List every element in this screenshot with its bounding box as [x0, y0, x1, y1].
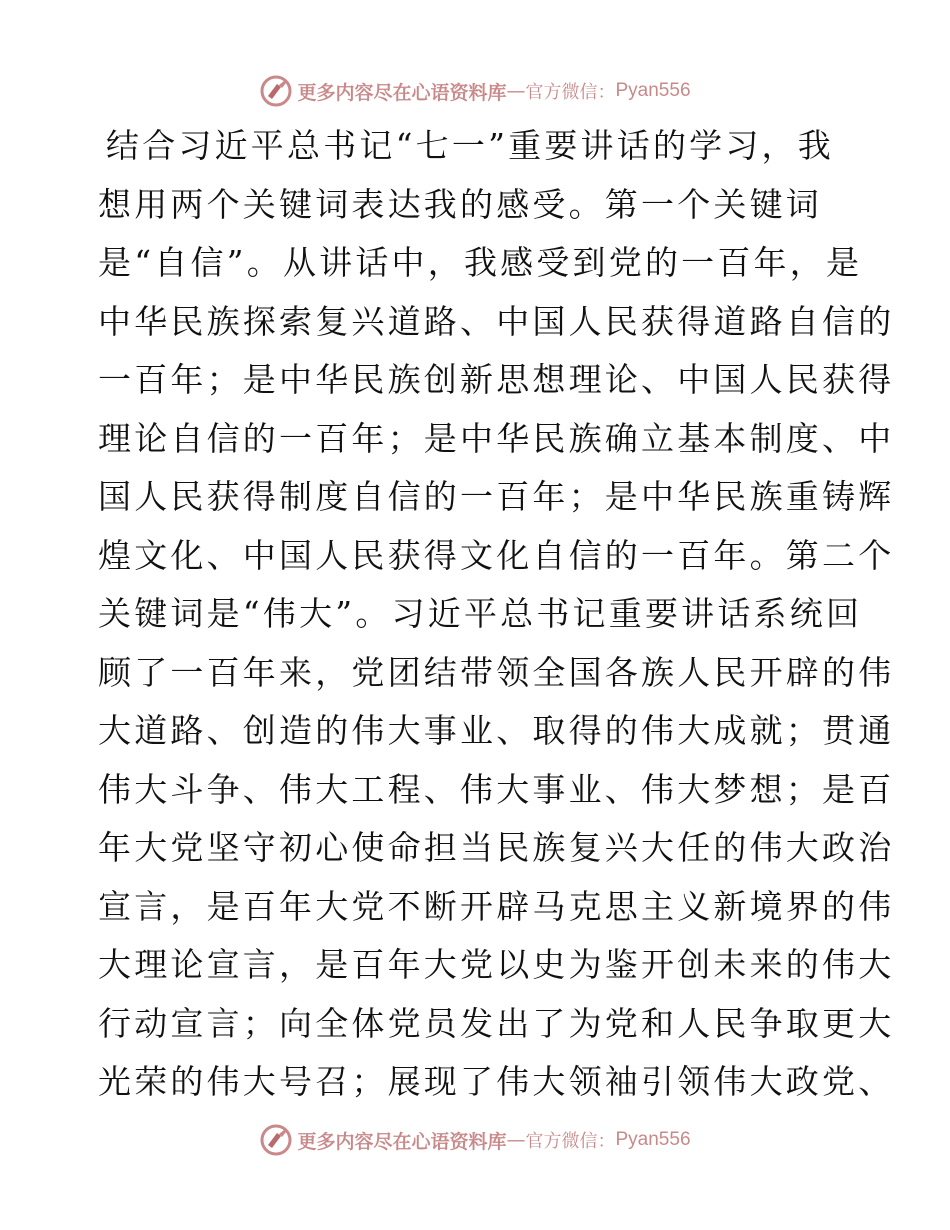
banner-dash: —	[506, 80, 526, 102]
body-line: 国人民获得制度自信的一百年；是中华民族重铸辉	[98, 477, 895, 516]
document-body	[98, 117, 895, 1112]
banner-wechat-label: 官方微信：	[525, 82, 616, 103]
body-line: 伟大斗争、伟大工程、伟大事业、伟大梦想；是百	[98, 769, 895, 809]
brand-logo-icon	[259, 74, 293, 108]
body-line: 煌文化、中国人民获得文化自信的一百年。第二个	[98, 535, 895, 575]
header-watermark	[0, 71, 950, 111]
body-line: 光荣的伟大号召；展现了伟大领袖引领伟大政党、	[98, 1062, 895, 1101]
body-line: 中华民族探索复兴道路、中国人民获得道路自信的	[98, 301, 895, 341]
banner-dash: —	[506, 1129, 526, 1151]
banner-main-text: 更多内容尽在心语资料库	[297, 1130, 507, 1153]
body-line: 想用两个关键词表达我的感受。第一个关键词	[98, 184, 822, 224]
body-line: 是“自信”。从讲话中，我感受到党的一百年，是	[98, 243, 863, 282]
banner-wechat-id: Pyan556	[615, 1129, 691, 1150]
body-line: 顾了一百年来，党团结带领全国各族人民开辟的伟	[98, 652, 895, 692]
footer-watermark	[0, 1120, 950, 1160]
body-line: 宣言，是百年大党不断开辟马克思主义新境界的伟	[98, 886, 895, 926]
body-line: 行动宣言；向全体党员发出了为党和人民争取更大	[98, 1003, 895, 1043]
brand-logo-icon	[259, 1123, 293, 1157]
body-line: 关键词是“伟大”。习近平总书记重要讲话系统回	[98, 594, 863, 633]
body-line: 大道路、创造的伟大事业、取得的伟大成就；贯通	[98, 711, 895, 750]
body-line: 大理论宣言，是百年大党以史为鉴开创未来的伟大	[98, 945, 895, 984]
banner-main-text: 更多内容尽在心语资料库	[297, 81, 507, 104]
body-line: 结合习近平总书记“七一”重要讲话的学习，我	[106, 126, 834, 165]
body-line: 理论自信的一百年；是中华民族确立基本制度、中	[98, 418, 895, 458]
body-line: 年大党坚守初心使命担当民族复兴大任的伟大政治	[98, 828, 895, 867]
body-line: 一百年；是中华民族创新思想理论、中国人民获得	[98, 360, 895, 399]
banner-wechat-label: 官方微信：	[525, 1131, 616, 1152]
banner-wechat-id: Pyan556	[615, 80, 691, 101]
